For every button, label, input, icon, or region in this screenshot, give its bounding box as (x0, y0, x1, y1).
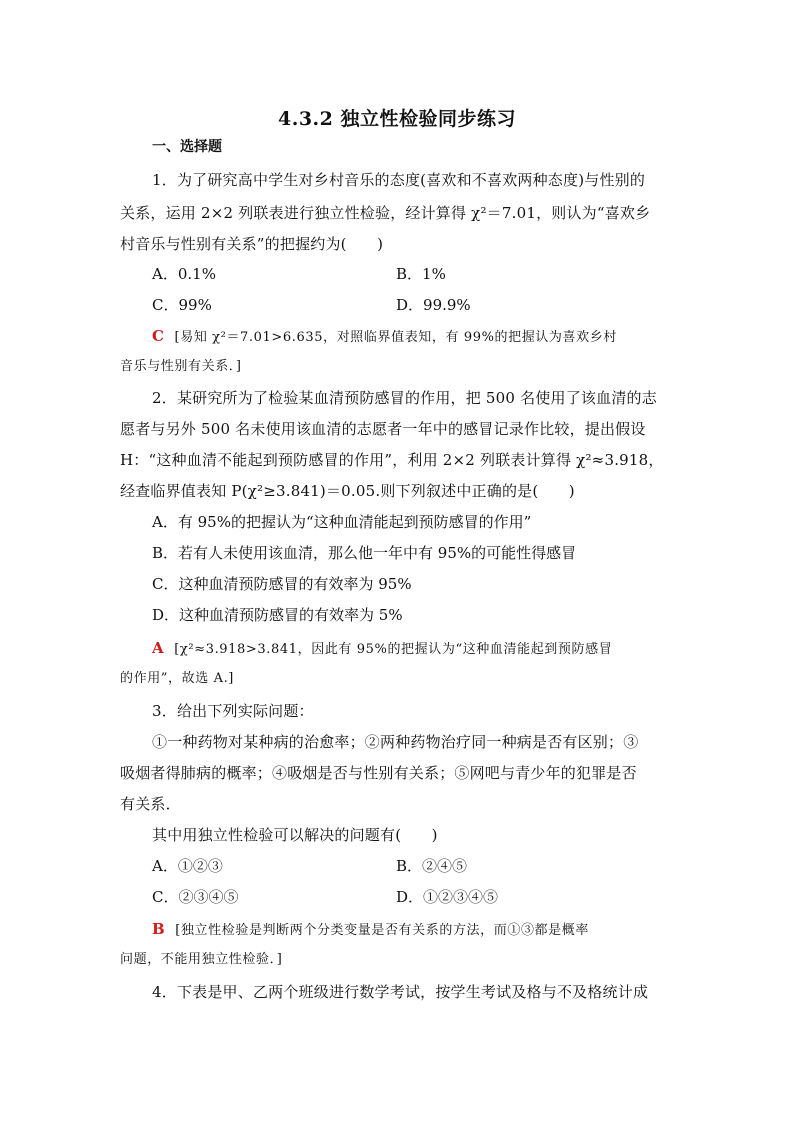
section-heading: 一、选择题 (152, 139, 222, 155)
q3-line1: 3．给出下列实际问题： (152, 702, 314, 720)
q2-line1: 2．某研究所为了检验某血清预防感冒的作用，把 500 名使用了该血清的志 (152, 389, 657, 407)
q3-answer-text: [独立性检验是判断两个分类变量是否有关系的方法，而①③都是概率 (175, 923, 589, 938)
q4-line1: 4．下表是甲、乙两个班级进行数学考试，按学生考试及格与不及格统计成 (152, 983, 649, 1001)
q1-option-b: B．1% (396, 265, 446, 283)
q3-line5: 其中用独立性检验可以解决的问题有( ) (152, 826, 438, 844)
page-title: 4.3.2 独立性检验同步练习 (277, 108, 516, 130)
q2-line2: 愿者与另外 500 名未使用该血清的志愿者一年中的感冒记录作比较，提出假设 (120, 420, 646, 438)
q3-answer (152, 919, 589, 941)
q2-option-b: B．若有人未使用该血清，那么他一年中有 95%的可能性得感冒 (152, 544, 577, 562)
q3-line4: 有关系． (120, 795, 181, 813)
q2-option-d: D．这种血清预防感冒的有效率为 5% (152, 606, 403, 624)
q3-line3: 吸烟者得肺病的概率；④吸烟是否与性别有关系；⑤网吧与青少年的犯罪是否 (120, 764, 637, 782)
q1-answer-cont: 音乐与性别有关系．] (120, 359, 242, 374)
q2-answer-cont: 的作用”，故选 A.] (120, 671, 234, 686)
q3-answer-cont: 问题，不能用独立性检验．] (120, 952, 283, 967)
q1-option-a: A．0.1% (152, 265, 216, 283)
q1-option-d: D．99.9% (396, 296, 471, 314)
q3-option-d: D．①②③④⑤ (396, 888, 499, 906)
q3-option-a: A．①②③ (152, 857, 223, 875)
q1-line3: 村音乐与性别有关系”的把握约为( ) (120, 235, 384, 253)
q1-answer-text: [易知 χ²＝7.01>6.635，对照临界值表知，有 99%的把握认为喜欢乡村 (174, 330, 617, 345)
q1-line1: 1．为了研究高中学生对乡村音乐的态度(喜欢和不喜欢两种态度)与性别的 (152, 171, 646, 189)
q2-answer-letter: A (152, 639, 165, 657)
q2-answer-text: [χ²≈3.918>3.841，因此有 95%的把握认为“这种血清能起到预防感冒 (174, 642, 613, 657)
q2-option-a: A．有 95%的把握认为“这种血清能起到预防感冒的作用” (152, 513, 532, 531)
q1-line2: 关系，运用 2×2 列联表进行独立性检验，经计算得 χ²＝7.01，则认为“喜欢乡 (120, 204, 651, 222)
q1-answer (152, 326, 617, 348)
q2-answer (152, 638, 612, 660)
q3-line2: ①一种药物对某种病的治愈率；②两种药物治疗同一种病是否有区别；③ (152, 733, 639, 751)
q3-option-b: B．②④⑤ (396, 857, 468, 875)
q3-option-c: C．②③④⑤ (152, 888, 239, 906)
q2-option-c: C．这种血清预防感冒的有效率为 95% (152, 575, 412, 593)
q3-answer-letter: B (152, 920, 166, 938)
q1-option-c: C．99% (152, 296, 212, 314)
q2-line4: 经查临界值表知 P(χ²≥3.841)＝0.05.则下列叙述中正确的是( ) (120, 482, 575, 500)
q1-answer-letter: C (152, 327, 165, 345)
q2-line3: H：“这种血清不能起到预防感冒的作用”，利用 2×2 列联表计算得 χ²≈3.918， (120, 451, 664, 469)
